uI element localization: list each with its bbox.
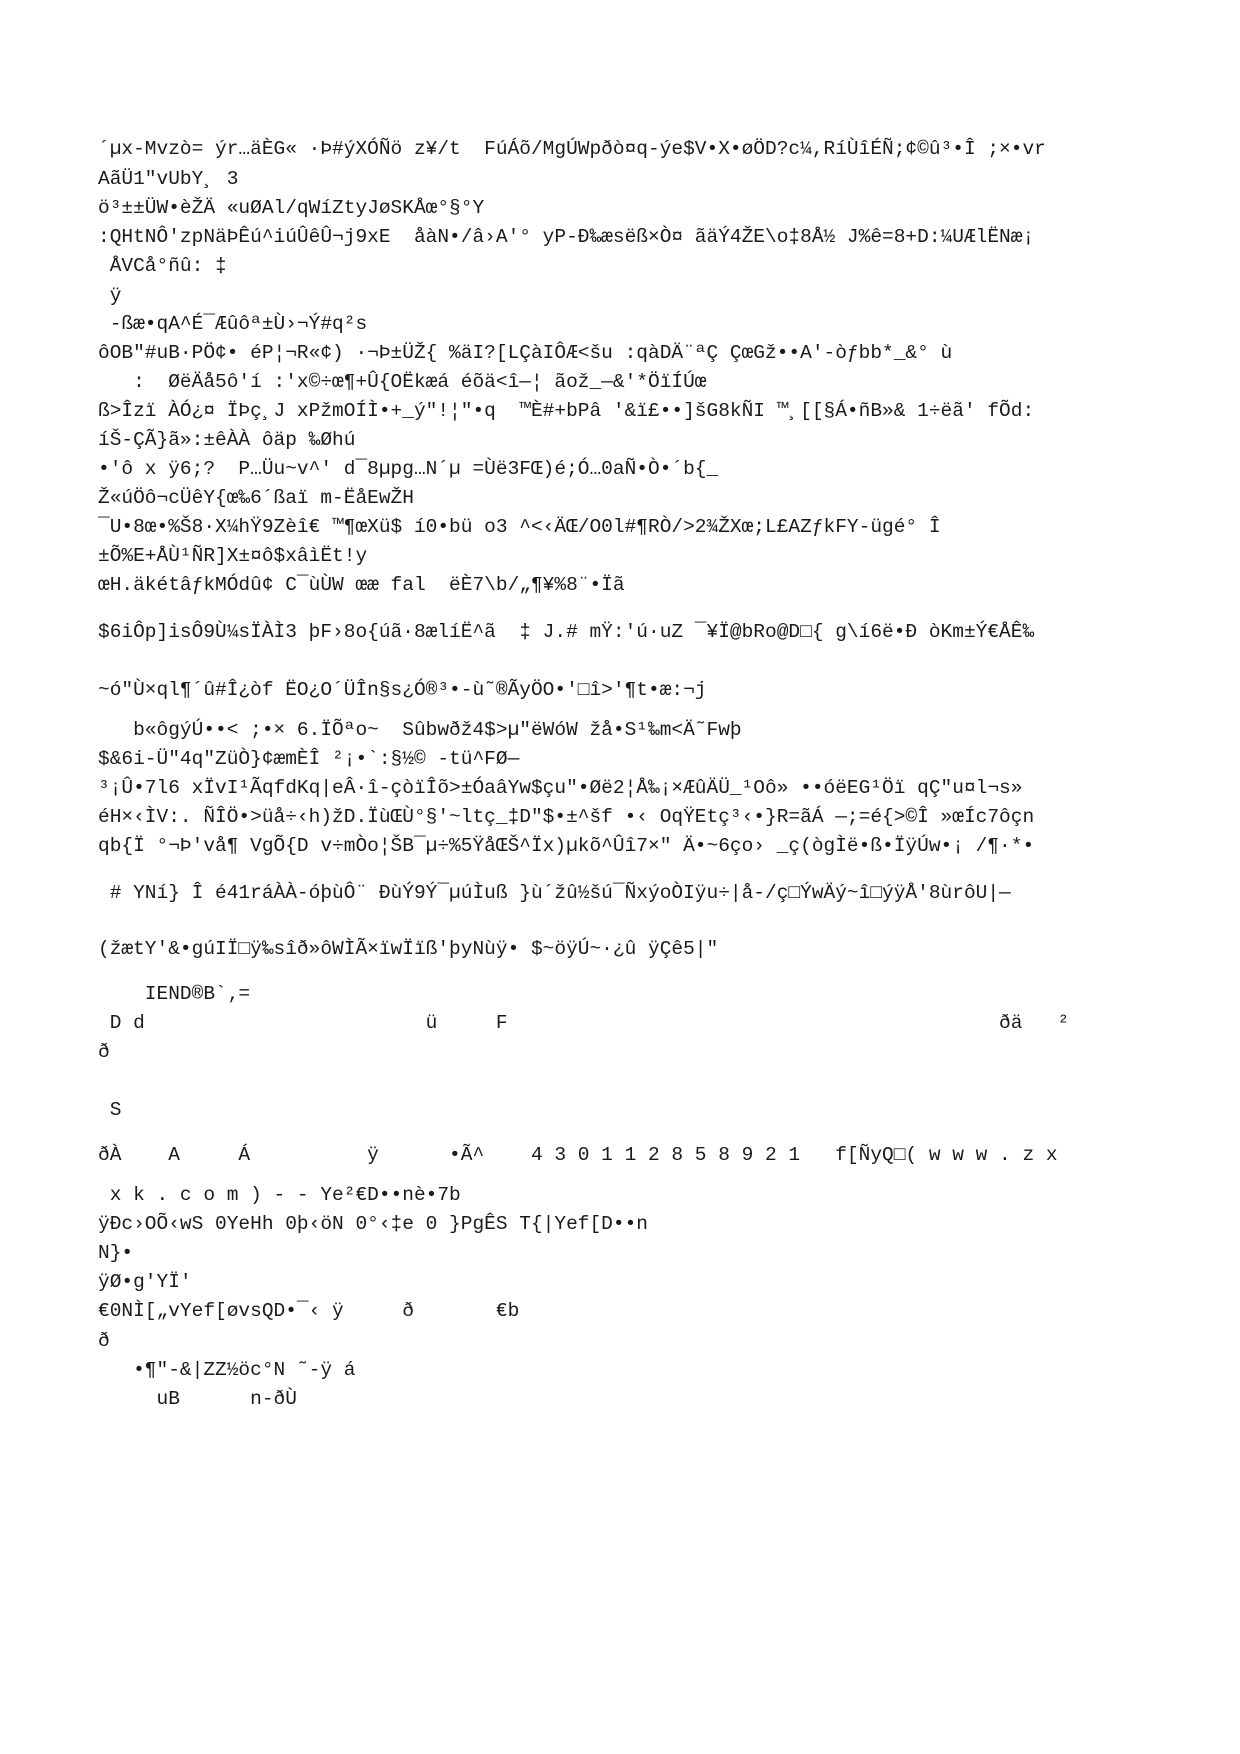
text-line: uB n-ðÙ (98, 1388, 297, 1410)
text-line: qb{Ï °¬Þ'vå¶ VgÕ{D v÷mÒo¦ŠB¯µ÷%5ŸåŒŠ^Ïx)µkõ^Ûî7×" Ä•~6ço› _ç(ògÌë•ß•ÏÿÚw•¡ /¶·*• (98, 835, 1035, 857)
text-line: ³¡Û•7l6 xÏvI¹ÃqfdKq|eÂ·î-çòïÎõ>±ÓaâYw$çu"•Øë2¦Å‰¡×ÆûÄÜ_¹Oô» ••óëEG¹Öï qÇ"u¤l¬s» (98, 777, 1023, 799)
text-line: ð (98, 1330, 110, 1352)
text-line: $&6i-Ü"4q"ZüÒ}¢æmÈÎ ²¡•`:§½© -tü^FØ— (98, 748, 520, 770)
text-line: D d ü F ðä ² (98, 1012, 1070, 1034)
text-line: ÿØ•g'YÏ' (98, 1271, 192, 1293)
text-line: ´µx-Mvzò= ýr…äÈG« ·Þ#ýXÓÑö z¥/t FúÁõ/MgÚWpðò¤q-ýe$V•X•øÖD?c¼,RíÙîÉÑ;¢©û³•Î ;×•vr (98, 138, 1046, 160)
text-line: •¶"-&|ZZ½öc°N ˜-ÿ á (98, 1359, 356, 1381)
text-line: ÿ (98, 285, 122, 307)
text-line: •'ô x ÿ6;? P…Üu~v^' d¯8µpg…N´µ =Ùë3FŒ)é;Ó…0aÑ•Ò•´b{_ (98, 458, 719, 480)
text-line: :QHtNÔ'zpNäÞÊú^iúÛêÛ¬j9xE åàN•/â›A'° yP-Ð‰æsëß×Ò¤ ãäÝ4ŽE\o‡8Å½ J%ê=8+D:¼UÆlËNæ¡ (98, 226, 1035, 248)
text-line: $6iÔp]isÔ9Ù¼sÏÀÌ3 þF›8o{úã·8ælíË^ã ‡ J.# mŸ:'ú·uZ ¯¥Ï@bRo@D□{ g\í6ë•Ð òKm±Ý€ÅÊ‰ (98, 621, 1035, 643)
text-line: ÅVCå°ñû: ‡ (98, 255, 227, 277)
text-line: ß>Îzï ÀÓ¿¤ ÏÞç¸J xPžmOÍÌ•+_ý"!¦"•q ™È#+bPâ '&ï£••]šG8kÑI ™¸[[§Á•ñB»& 1÷ëã' fÕd: (98, 400, 1035, 422)
text-line: N}• (98, 1242, 134, 1264)
text-line: íŠ-ÇÃ}ã»:±êÀÀ ôäp ‰Øhú (98, 429, 356, 451)
text-line: ö³±±ÜW•èŽÄ «uØAl/qWíZtyJøSKÅœ°§°Y (98, 197, 485, 219)
text-line: S (98, 1099, 122, 1121)
text-line: b«ôgýÚ••< ;•× 6.ÏÕªo~ Sûbwðž4$>µ"ëWóW žå•S¹‰m<Ä˜Fwþ (98, 719, 742, 741)
text-line: ~ó"Ù×ql¶´û#Î¿òf ËO¿O´ÜÎn§s¿Ó®³•-ù˜®ÃyÖO•'□î>'¶t•æ:¬j (98, 679, 707, 701)
text-line: ¯U•8œ•%Š8·X¼hŸ9Zèî€ ™¶œXü$ í0•bü o3 ^<‹ÄŒ/O0l#¶RÒ/>2¾ŽXœ;L£AZƒkFY-ügé° Î (98, 516, 941, 538)
text-line: # YNí} Î é41ráÀÀ-óþùÔ¨ ÐùÝ9Ý¯µúÌuß }ù´žû½šú¯ÑxýoÒIÿu÷|å-/ç□ÝwÄý~î□ýÿÅ'8ùrôU|— (98, 882, 1011, 904)
text-line: (žætY'&•gúIÏ□ÿ‰sîð»ôWÌÃ×ïwÏïß'þyNùÿ• $~öÿÚ~·¿û ÿÇê5|" (98, 938, 719, 960)
text-line: €0NÌ[„vYef[øvsQD•¯‹ ÿ ð €b (98, 1300, 520, 1322)
text-line: œH.äkétâƒkMÓdû¢ C¯ùÙW œæ fal ëÈ7\b/„¶¥%8¨•Ïã (98, 574, 625, 596)
text-line: ðÀ A Á ÿ •Ã^ 4 3 0 1 1 2 8 5 8 9 2 1 f[ÑyQ□( w w w . z x (98, 1144, 1058, 1166)
text-line: ÿÐc›OÕ‹wS 0YeHh 0þ‹öN 0°‹‡e 0 }PgÊS T{|Yef[D••n (98, 1213, 648, 1235)
text-line: éH×‹ÌV:. ÑÎÖ•>üå÷‹h)žD.ÏùŒÙ°§'~ltç_‡D"$•±^šf •‹ OqŸEtç³‹•}R=ãÁ —;=é{>©Î »œÍc7ôçn (98, 806, 1035, 828)
text-line: ôOB"#uB·PÖ¢• éP¦¬R«¢) ·¬Þ±ÜŽ{ %äI?[LÇàIÔÆ<šu :qàDÄ¨ªÇ ÇœGž••A'-òƒbb*_&° ù (98, 342, 953, 364)
text-line: x k . c o m ) - - Ye²€D••nè•7b (98, 1184, 461, 1206)
text-line: : ØëÄå5ô'í :'x©÷œ¶+Û{OËkæá éõä<î—¦ ãož_—&'*ÖïÍÚœ (98, 371, 707, 393)
text-line: ð (98, 1041, 110, 1063)
text-line: Ž«úÖô¬cÜêY{œ‰6´ßaï m-ËåEwŽH (98, 487, 414, 509)
text-line: AãÜ1"vUbY¸ 3 (98, 168, 239, 190)
text-line: -ßæ•qA^É¯Æûôª±Ù›¬Ý#q²s (98, 313, 368, 335)
text-line: ±Õ%E+ÅÙ¹ÑR]X±¤ô$xâìËt!y (98, 545, 368, 567)
text-line: IEND®B`‚= (98, 983, 251, 1005)
